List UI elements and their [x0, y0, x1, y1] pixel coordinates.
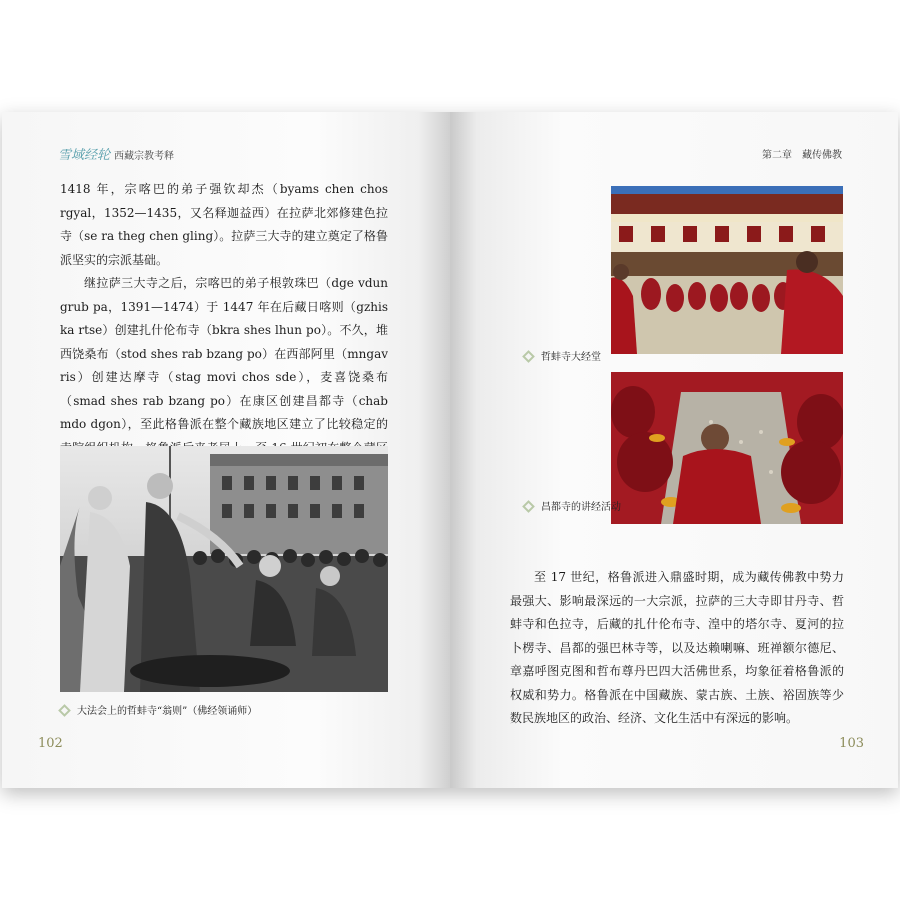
book-spread — [2, 112, 898, 788]
right-page — [450, 112, 898, 788]
caption-text: 大法会上的哲蚌寺“翁则”（佛经领诵师） — [77, 706, 258, 717]
drepung-hall-photo — [611, 186, 843, 354]
chamdo-teaching-photo — [611, 372, 843, 524]
paragraph: 继拉萨三大寺之后，宗喀巴的弟子根敦珠巴（dge vdun grub pa，1391—1474）于 1447 年在后藏日喀则（gzhis ka rtse）创建扎什伦布寺（bkra shes lhun po）。不久，堆西饶桑布（stod shes rab bzang po）在西部阿里（mngav ris）创建达摩寺（stag movi chos sde），麦喜饶桑布（smad shes rab bzang po）在康区创建昌都寺（chab mdo dgon），至此格鲁派在整个藏族地区建立了比较稳定的 — [60, 276, 388, 431]
paragraph: 至 17 世纪，格鲁派进入鼎盛时期，成为藏传佛教中势力最强大、影响最深远的一大宗派，拉萨的三大寺即甘丹寺、哲蚌寺和色拉寺，后藏的扎什伦布寺、湟中的塔尔寺、夏河的拉卜楞寺、昌都的强巴林寺等，以及达赖喇嘛、班禅额尔德尼、章嘉呼图克图和哲布尊丹巴四大活佛世系，均象征着格鲁派的权威和势力。格鲁派在中国藏族、蒙古族、土族、裕固族等少数民族地区的政治、经济、文化生活中有深远的影响。 — [510, 570, 844, 725]
photo1-caption — [524, 348, 601, 363]
left-header — [58, 144, 174, 164]
bw-photo-illustration — [60, 446, 388, 692]
photo2-caption — [524, 498, 621, 513]
page-number-left: 102 — [38, 736, 63, 751]
left-page — [2, 112, 450, 788]
page-number-right: 103 — [839, 736, 864, 751]
book-subtitle: 西藏宗教考释 — [114, 151, 175, 162]
series-title: 雪域经轮 — [58, 148, 111, 163]
caption-text: 昌都寺的讲经活动 — [541, 502, 621, 513]
endless-knot-icon — [522, 350, 535, 363]
chapter-title: 藏传佛教 — [802, 150, 842, 161]
right-header — [762, 146, 842, 161]
chapter-number: 第二章 — [762, 150, 792, 161]
endless-knot-icon — [522, 500, 535, 513]
color-photo-illustration — [611, 372, 843, 524]
debate-assembly-photo — [60, 446, 388, 692]
left-photo-caption — [60, 702, 257, 717]
right-body-text — [510, 566, 844, 731]
color-photo-illustration — [611, 186, 843, 354]
caption-text: 哲蚌寺大经堂 — [541, 352, 601, 363]
endless-knot-icon — [58, 704, 71, 717]
paragraph: 1418 年，宗喀巴的弟子强钦却杰（byams chen chos rgyal，1352—1435，又名释迦益西）在拉萨北郊修建色拉寺（se ra theg chen gling）。拉萨三大寺的建立奠定了格鲁派坚实的宗派基础。 — [60, 182, 388, 267]
